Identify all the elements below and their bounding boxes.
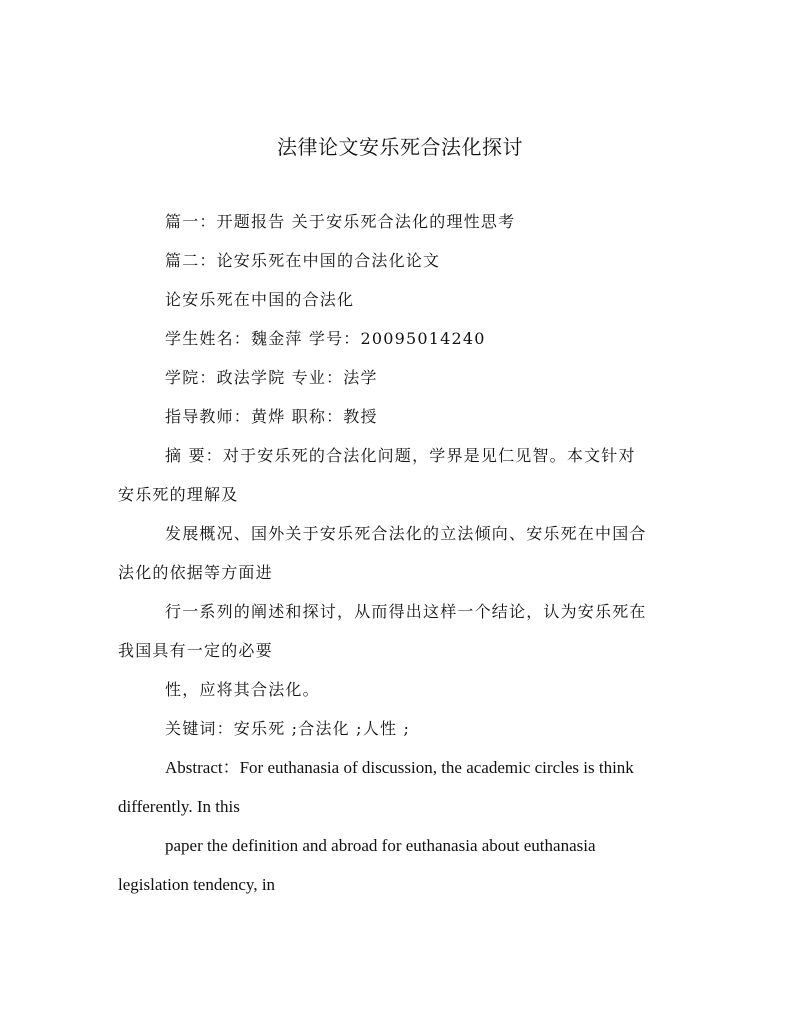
document-title: 法律论文安乐死合法化探讨 <box>277 135 523 159</box>
text-line-english-2: differently. In this <box>118 797 240 816</box>
text-line-english-3: paper the definition and abroad for euthanasia about euthanasia <box>165 836 596 855</box>
text-line-abstract-5: 行一系列的阐述和探讨，从而得出这样一个结论，认为安乐死在 <box>165 602 647 621</box>
text-line-advisor-info: 指导教师：黄烨 职称：教授 <box>165 407 378 426</box>
text-line-abstract-4: 法化的依据等方面进 <box>118 563 273 582</box>
text-line-part-one: 篇一：开题报告 关于安乐死合法化的理性思考 <box>165 212 516 231</box>
text-line-keywords: 关键词：安乐死 ;合法化 ;人性 ; <box>165 719 411 738</box>
text-line-abstract-2: 安乐死的理解及 <box>118 485 239 504</box>
text-line-student-info: 学生姓名：魏金萍 学号：20095014240 <box>165 329 486 348</box>
text-line-part-two: 篇二：论安乐死在中国的合法化论文 <box>165 251 441 270</box>
text-line-english-1: Abstract：For euthanasia of discussion, the academic circles is think <box>165 758 634 777</box>
text-line-paper-title: 论安乐死在中国的合法化 <box>165 290 355 309</box>
text-line-abstract-3: 发展概况、国外关于安乐死合法化的立法倾向、安乐死在中国合 <box>165 524 647 543</box>
text-line-english-4: legislation tendency, in <box>118 875 276 894</box>
text-line-abstract-6: 我国具有一定的必要 <box>118 641 273 660</box>
text-line-abstract-7: 性，应将其合法化。 <box>165 680 320 699</box>
text-line-abstract-1: 摘 要：对于安乐死的合法化问题，学界是见仁见智。本文针对 <box>165 446 636 465</box>
text-line-college-info: 学院：政法学院 专业：法学 <box>165 368 378 387</box>
